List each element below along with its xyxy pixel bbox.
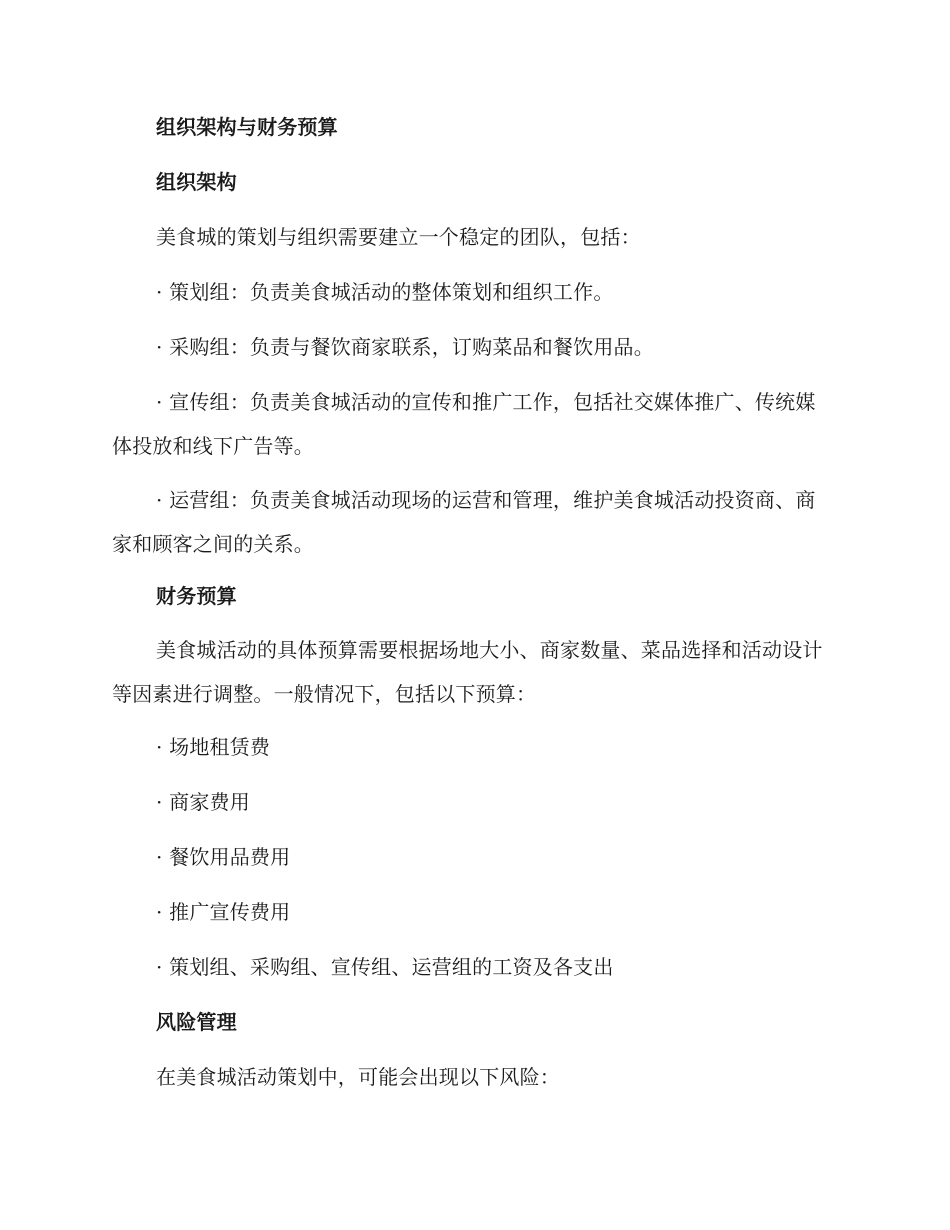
section-heading-risk: 风险管理	[156, 1010, 237, 1034]
section-intro-organization: 美食城的策划与组织需要建立一个稳定的团队，包括：	[156, 225, 641, 249]
list-item: · 宣传组：负责美食城活动的宣传和推广工作，包括社交媒体推广、传统媒体投放和线下广告等。	[112, 390, 816, 458]
list-item: · 采购组：负责与餐饮商家联系，订购菜品和餐饮用品。	[156, 335, 654, 359]
list-item: · 推广宣传费用	[156, 900, 291, 924]
section-heading-organization: 组织架构	[156, 170, 237, 194]
section-heading-budget: 财务预算	[156, 584, 237, 608]
list-item: · 餐饮用品费用	[156, 845, 291, 869]
list-item: · 策划组：负责美食城活动的整体策划和组织工作。	[156, 280, 614, 304]
list-item: · 场地租赁费	[156, 735, 271, 759]
document-title: 组织架构与财务预算	[156, 115, 338, 139]
section-intro-budget: 美食城活动的具体预算需要根据场地大小、商家数量、菜品选择和活动设计等因素进行调整。一般情况下，包括以下预算：	[112, 638, 823, 706]
section-intro-risk: 在美食城活动策划中，可能会出现以下风险：	[156, 1065, 560, 1089]
list-item: · 策划组、采购组、宣传组、运营组的工资及各支出	[156, 955, 614, 979]
list-item: · 运营组：负责美食城活动现场的运营和管理，维护美食城活动投资商、商家和顾客之间的关系。	[112, 488, 816, 556]
list-item: · 商家费用	[156, 790, 250, 814]
